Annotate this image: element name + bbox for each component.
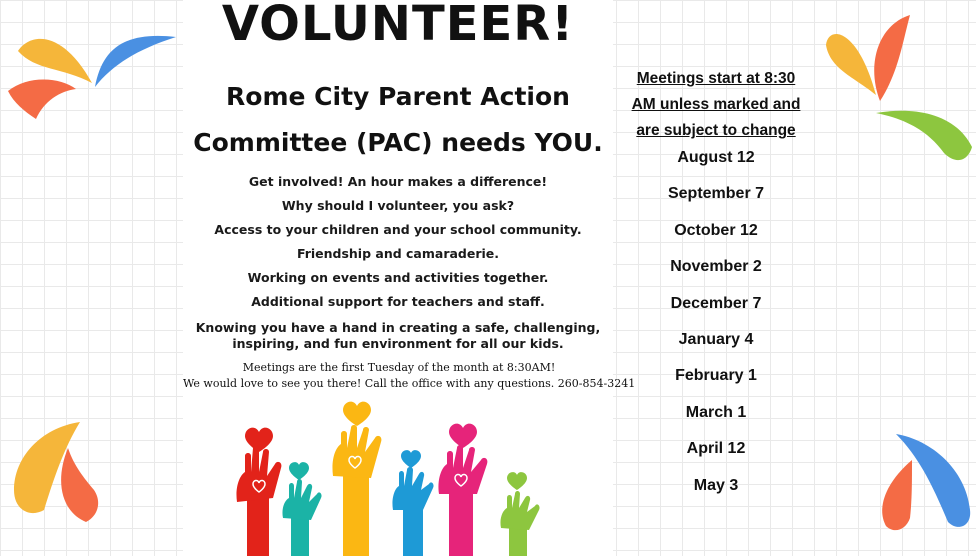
meeting-date: September 7: [667, 185, 765, 203]
meeting-date: March 1: [685, 403, 747, 421]
splash-top-left: [0, 15, 185, 125]
meeting-date: May 3: [693, 476, 739, 494]
hand-teal-icon: [282, 462, 321, 556]
volunteer-flyer: [183, 0, 636, 556]
flyer-line: Knowing you have a hand in creating a safe, challenging,: [195, 320, 601, 335]
flyer-subtitle-line-2: Committee (PAC) needs YOU.: [193, 128, 603, 157]
splash-bottom-right: [872, 430, 976, 556]
meeting-schedule: [618, 66, 814, 512]
splash-top-right: [818, 15, 976, 165]
schedule-heading-line-2: AM unless marked and: [631, 96, 801, 113]
hand-pink-icon: [438, 424, 487, 556]
meeting-date: November 2: [670, 258, 762, 276]
schedule-heading-line-1: Meetings start at 8:30: [636, 70, 796, 87]
meeting-date: January 4: [678, 330, 754, 348]
flyer-line: Friendship and camaraderie.: [296, 246, 500, 261]
flyer-line: Access to your children and your school community.: [214, 222, 582, 237]
raised-hands-illustration: [223, 398, 583, 556]
hand-red-icon: [236, 428, 281, 556]
meeting-date: February 1: [675, 367, 757, 385]
meeting-date: April 12: [686, 440, 746, 458]
flyer-subtitle-line-1: Rome City Parent Action: [226, 82, 570, 111]
flyer-line: Working on events and activities together.: [247, 270, 549, 285]
flyer-line: Why should I volunteer, you ask?: [281, 198, 515, 213]
hand-yellow-icon: [332, 402, 381, 556]
splash-bottom-left: [0, 418, 110, 556]
flyer-line: Additional support for teachers and staff.: [251, 294, 545, 309]
meeting-note-line-1: Meetings are the first Tuesday of the month at 8:30AM!: [242, 361, 556, 374]
schedule-heading-line-3: are subject to change: [636, 122, 796, 139]
meeting-date: August 12: [677, 149, 755, 166]
hand-blue-icon: [392, 450, 433, 556]
flyer-line: Get involved! An hour makes a difference!: [248, 174, 548, 189]
meeting-note-line-2: We would love to see you there! Call the office with any questions. 260-854-3241: [183, 377, 636, 390]
schedule-heading: [618, 66, 814, 144]
flyer-line: inspiring, and fun environment for all our kids.: [232, 336, 564, 351]
meeting-date: December 7: [670, 294, 762, 312]
hand-green-icon: [500, 472, 539, 556]
meeting-date: October 12: [674, 221, 758, 239]
flyer-title: VOLUNTEER!: [221, 0, 575, 52]
